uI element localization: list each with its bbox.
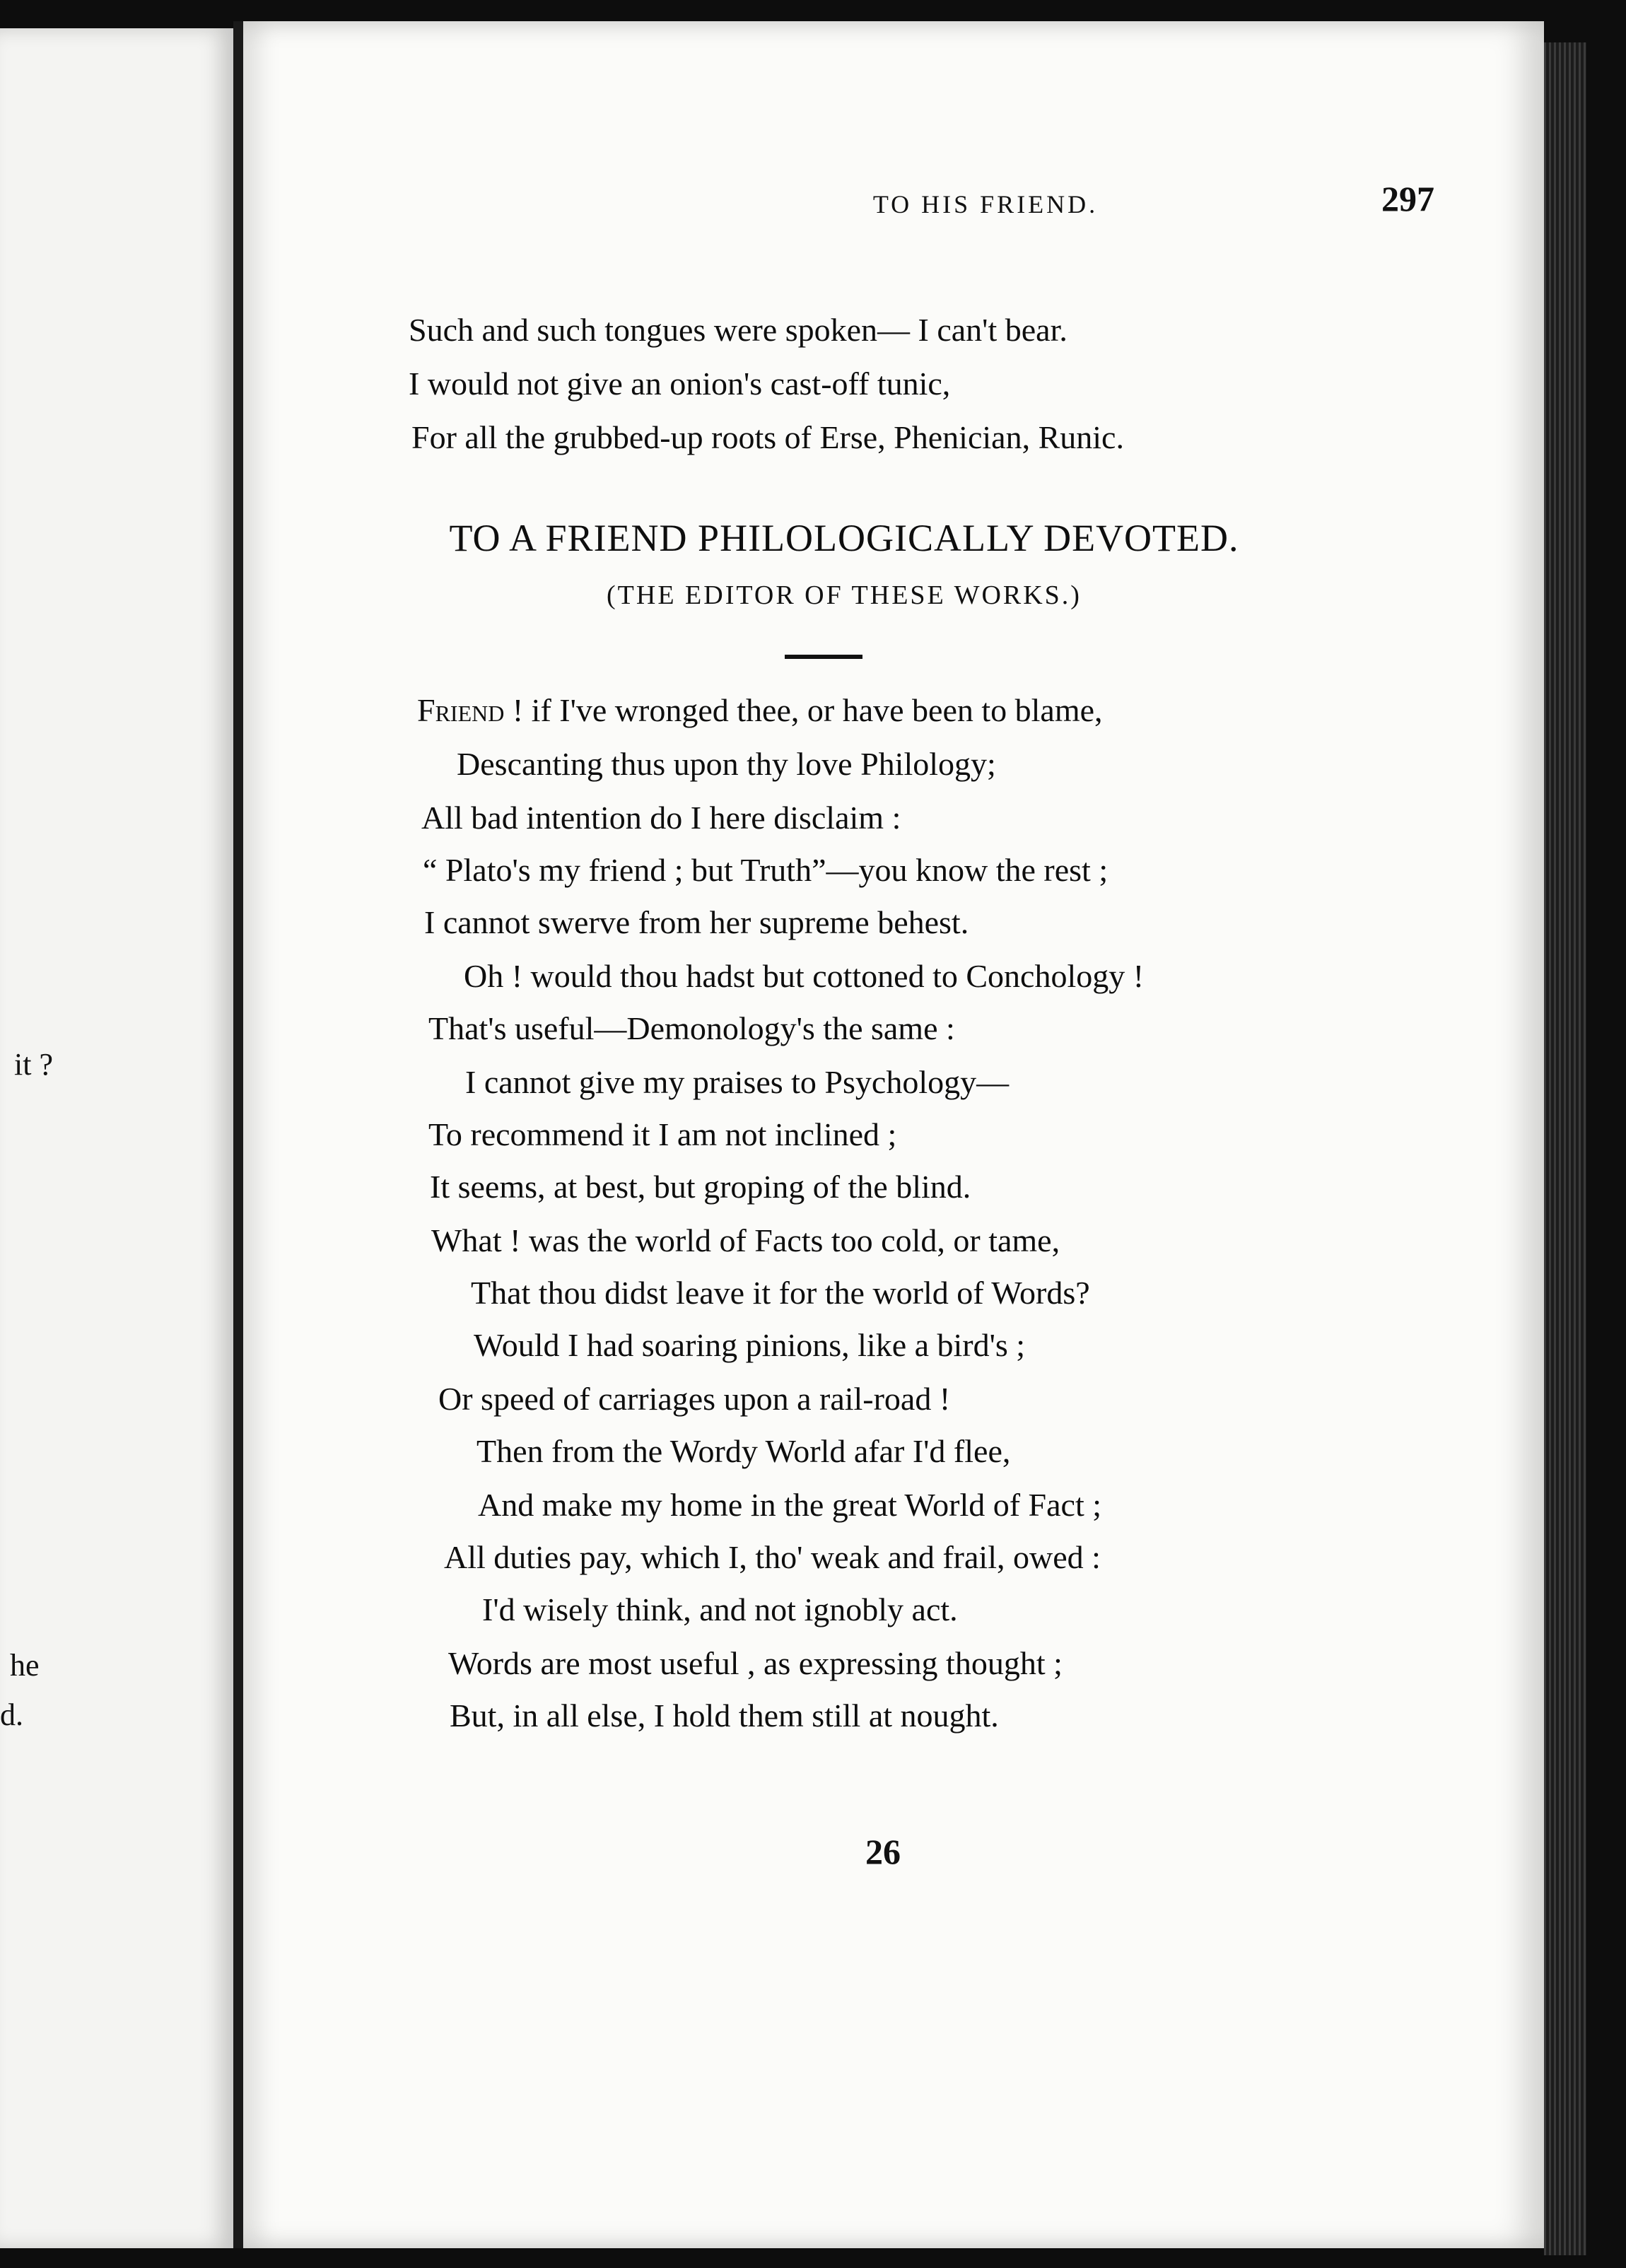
title-rule — [785, 655, 862, 659]
signature-mark: 26 — [865, 1832, 901, 1871]
running-head: TO HIS FRIEND. — [872, 190, 1099, 218]
left-page — [0, 28, 233, 2248]
poem-line: I'd wisely think, and not ignobly act. — [482, 1591, 958, 1627]
poem-title: TO A FRIEND PHILOLOGICALLY DEVOTED. — [449, 517, 1239, 559]
book-gutter — [233, 21, 243, 2248]
poem-line-first — [417, 691, 1103, 729]
poem-line: That's useful—Demonology's the same : — [428, 1010, 955, 1046]
prev-poem-line: Such and such tongues were spoken— I can't bear. — [409, 312, 1068, 348]
poem-first-line-rest: ! if I've wronged thee, or have been to blame, — [512, 692, 1103, 728]
poem-line: What ! was the world of Facts too cold, or tame, — [431, 1222, 1060, 1258]
right-page — [243, 21, 1544, 2248]
poem-first-word: Friend — [417, 692, 505, 728]
poem-line: It seems, at best, but groping of the blind. — [430, 1169, 971, 1205]
prev-poem-line: For all the grubbed-up roots of Erse, Phenician, Runic. — [411, 419, 1124, 455]
poem-line: That thou didst leave it for the world of Words? — [471, 1275, 1090, 1311]
poem-line: Descanting thus upon thy love Philology; — [457, 746, 996, 782]
poem-line: All bad intention do I here disclaim : — [421, 800, 901, 836]
page-number: 297 — [1381, 179, 1434, 218]
poem-line: Words are most useful , as expressing thought ; — [448, 1645, 1063, 1681]
poem-subtitle: (THE EDITOR OF THESE WORKS.) — [607, 580, 1082, 610]
poem-line: Oh ! would thou hadst but cottoned to Conchology ! — [464, 958, 1145, 994]
poem-line: I cannot give my praises to Psychology— — [465, 1064, 1010, 1100]
poem-line: I cannot swerve from her supreme behest. — [424, 904, 969, 940]
left-page-fragment: he — [10, 1648, 40, 1683]
left-page-fragment: it ? — [14, 1047, 53, 1082]
poem-line: Or speed of carriages upon a rail-road ! — [438, 1381, 951, 1417]
left-page-fragment: d. — [0, 1697, 23, 1732]
poem-line: Then from the Wordy World afar I'd flee, — [476, 1433, 1011, 1469]
poem-line: All duties pay, which I, tho' weak and frail, owed : — [444, 1539, 1101, 1575]
poem-line: Would I had soaring pinions, like a bird's ; — [474, 1327, 1026, 1363]
poem-line: “ Plato's my friend ; but Truth”—you know the rest ; — [423, 852, 1109, 888]
poem-line: And make my home in the great World of Fact ; — [478, 1487, 1102, 1523]
poem-line: But, in all else, I hold them still at nought. — [450, 1697, 999, 1734]
poem-line: To recommend it I am not inclined ; — [428, 1116, 897, 1152]
prev-poem-line: I would not give an onion's cast-off tunic, — [409, 366, 951, 402]
page-edges — [1544, 42, 1586, 2255]
